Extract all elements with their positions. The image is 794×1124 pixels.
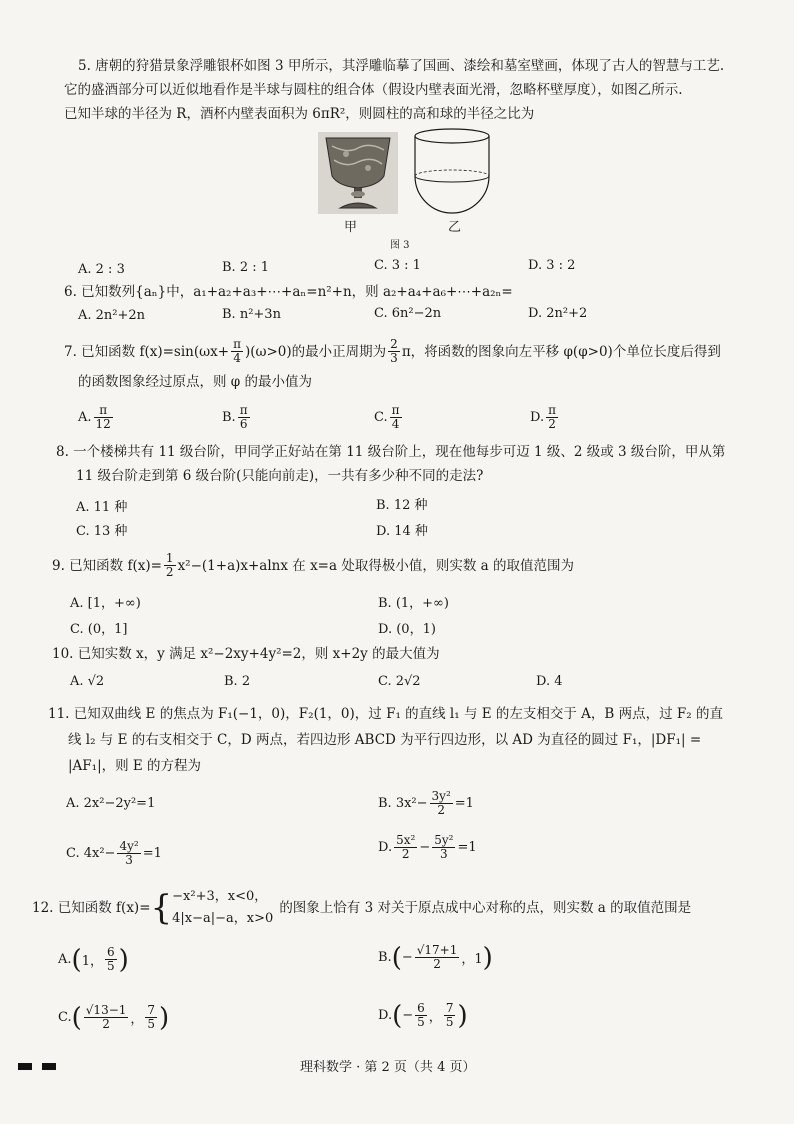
q7-stem-d: π，将函数的图象向左平移 φ(φ>0)个单位长度后得到 [401, 343, 721, 360]
q12-option-b: B. ( − $\frac{√17+1}{2}$ ，1 ) [378, 942, 493, 973]
silver-cup-photo [318, 132, 398, 214]
q12-stem: 12. 已知函数 f(x)= { −x²+3，x<0， 4|x−a|−a，x>0 的图象上恰有 3 对关于原点成中心对称的点，则实数 a 的取值范围是 [32, 888, 692, 928]
q8-line1: 8. 一个楼梯共有 11 级台阶，甲同学正好站在第 11 级台阶上，现在他每步可迈 1 级、2 级或 3 级台阶，甲从第 [56, 444, 726, 460]
q6-option-d: D. 2n²+2 [528, 306, 588, 321]
q11-line3: |AF₁|，则 E 的方程为 [68, 758, 202, 774]
q7-frac-2-3: $\frac{2}{3}$ [390, 337, 398, 365]
piecewise-brace: { [150, 888, 173, 928]
registration-mark-right [42, 1063, 56, 1070]
q9-frac-1-2: $\frac{1}{2}$ [165, 551, 174, 579]
q9-option-b: B. (1，+∞) [378, 596, 449, 611]
q5-line2: 它的盛酒部分可以近似地看作是半球与圆柱的组合体（假设内壁表面光滑，忽略杯壁厚度），如图乙所示. [64, 82, 683, 98]
q7-stem-c: )(ω>0)的最小正周期为 [244, 343, 387, 360]
q5-option-c: C. 3 : 1 [374, 258, 421, 273]
q11-line2: 线 l₂ 与 E 的右支相交于 C，D 两点，若四边形 ABCD 为平行四边形，以 AD 为直径的圆过 F₁，|DF₁| = [68, 732, 702, 748]
q10-option-c: C. 2√2 [378, 674, 421, 689]
q10-stem: 10. 已知实数 x，y 满足 x²−2xy+4y²=2，则 x+2y 的最大值为 [52, 646, 440, 662]
q11-option-b: B. 3x²− $\frac{\text{3y²}}{2}$ =1 [378, 789, 474, 817]
figure-label-jia: 甲 [344, 220, 358, 235]
q10-option-a: A. √2 [70, 674, 105, 689]
q11-option-d: D. $\frac{\text{5x²}}{2}$ − $\frac{\text{5y²}}{3}$ =1 [378, 833, 477, 861]
q5-line1: 5. 唐朝的狩猎景象浮雕银杯如图 3 甲所示，其浮雕临摹了国画、漆绘和墓室壁画，体现了古人的智慧与工艺. [78, 58, 725, 74]
q5-option-a: A. 2 : 3 [78, 262, 125, 277]
q7-frac-pi-4: $\frac{\pi}{4}$ [233, 337, 241, 365]
q6-option-b: B. n²+3n [222, 307, 281, 322]
q12-option-a: A. ( 1， $\frac{6}{5}$ ) [58, 944, 129, 975]
q5-option-d: D. 3 : 2 [528, 258, 576, 273]
q12-option-d: D. ( − $\frac{6}{5}$ ， $\frac{7}{5}$ ) [378, 1000, 468, 1031]
q8-option-c: C. 13 种 [76, 524, 128, 539]
q9-option-a: A. [1，+∞) [70, 596, 141, 611]
q7-line2: 的函数图象经过原点，则 φ 的最小值为 [78, 374, 313, 390]
figure-caption: 图 3 [390, 240, 410, 251]
q8-line2: 11 级台阶走到第 6 级台阶(只能向前走)，一共有多少种不同的走法? [76, 468, 484, 484]
q7-option-c: C. $\frac{\pi}{4}$ [374, 403, 400, 431]
q6-stem: 6. 已知数列{aₙ}中，a₁+a₂+a₃+⋯+aₙ=n²+n，则 a₂+a₄+a₆+⋯+a₂ₙ= [64, 284, 513, 300]
q11-line1: 11. 已知双曲线 E 的焦点为 F₁(−1，0)，F₂(1，0)，过 F₁ 的直线 l₁ 与 E 的左支相交于 A，B 两点，过 F₂ 的直 [48, 706, 724, 722]
q11-option-a: A. 2x²−2y²=1 [66, 796, 156, 811]
q9-option-d: D. (0，1) [378, 622, 436, 637]
q5-line3: 已知半球的半径为 R，酒杯内壁表面积为 6πR²，则圆柱的高和球的半径之比为 [64, 106, 535, 122]
piecewise-cases: −x²+3，x<0， 4|x−a|−a，x>0 [172, 889, 274, 926]
q10-option-b: B. 2 [224, 674, 251, 689]
q8-option-d: D. 14 种 [376, 524, 428, 539]
q6-option-a: A. 2n²+2n [78, 308, 146, 323]
q9-option-c: C. (0，1] [70, 622, 128, 637]
q7-option-d: D. $\frac{\pi}{2}$ [530, 403, 556, 431]
q6-option-c: C. 6n²−2n [374, 306, 442, 321]
q7-option-a: A. $\frac{\pi}{12}$ [78, 403, 111, 431]
q10-option-d: D. 4 [536, 674, 563, 689]
q8-option-a: A. 11 种 [76, 500, 128, 515]
q9-stem: 9. 已知函数 f(x)= $\frac{1}{2}$ x²−(1+a)x+alnx 在 x=a 处取得极小值，则实数 a 的取值范围为 [52, 551, 574, 579]
q8-option-b: B. 12 种 [376, 498, 428, 513]
q11-option-c: C. 4x²− $\frac{\text{4y²}}{3}$ =1 [66, 839, 162, 867]
q7-option-b: B. $\frac{\pi}{6}$ [222, 403, 248, 431]
registration-mark-left [18, 1063, 32, 1070]
q7-stem-b: (ωx+ [193, 343, 230, 360]
q7-stem [64, 338, 721, 365]
page-footer: 理科数学 · 第 2 页（共 4 页） [300, 1060, 476, 1075]
q7-stem-a: 7. 已知函数 f(x)=sin [64, 343, 194, 360]
cup-geometry-diagram [410, 126, 494, 216]
q5-option-b: B. 2 : 1 [222, 260, 270, 275]
figure-label-yi: 乙 [448, 220, 462, 235]
q12-option-c: C. ( $\frac{√13-1}{2}$ ， $\frac{7}{5}$ ) [58, 1002, 170, 1033]
